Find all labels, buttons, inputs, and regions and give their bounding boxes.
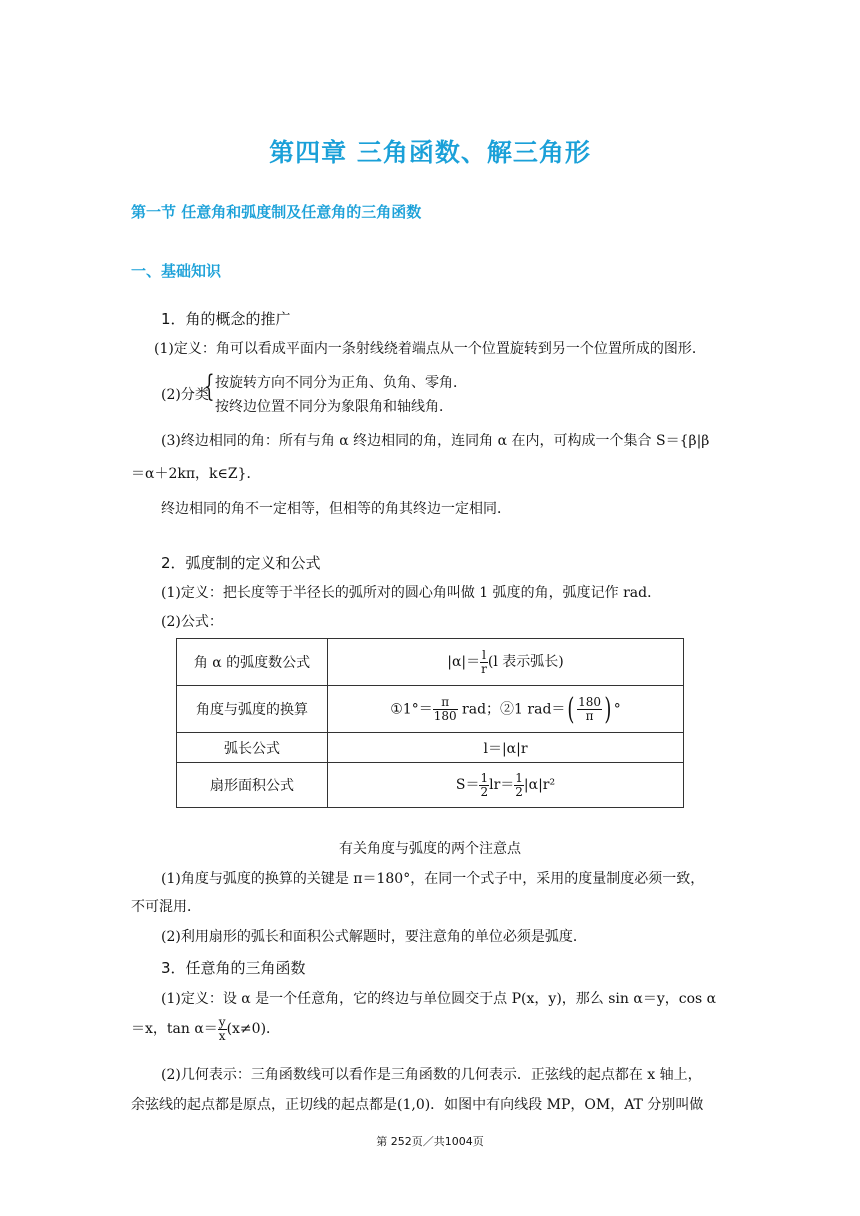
notes-title: 有关角度与弧度的两个注意点 — [339, 841, 521, 857]
brace-symbol: { — [204, 369, 215, 404]
fraction-denominator: π — [585, 708, 594, 723]
classification-label: (2)分类 — [161, 387, 209, 403]
fraction-numerator: l — [482, 647, 486, 662]
table-cell-name: 角 α 的弧度数公式 — [177, 639, 328, 686]
heading-concept-extension: 1．角的概念的推广 — [161, 310, 291, 328]
formula-text: (x≠0)． — [226, 1021, 281, 1038]
classification-by-terminal-side: 按终边位置不同分为象限角和轴线角． — [215, 399, 453, 415]
fraction — [433, 696, 458, 722]
fraction — [479, 772, 489, 798]
formula-text: rad；②1 rad＝ — [457, 701, 566, 717]
chapter-title: 第四章 三角函数、解三角形 — [269, 138, 591, 167]
geometric-representation-line2: 余弦线的起点都是原点，正切线的起点都是(1,0)．如图中有向线段 MP，OM，AT 分别叫做 — [131, 1097, 704, 1113]
formula-text: ° — [613, 701, 621, 717]
fraction — [480, 649, 488, 675]
definition-angle: (1)定义：角可以看成平面内一条射线绕着端点从一个位置旋转到另一个位置所成的图形． — [154, 341, 706, 357]
fraction-denominator: 2 — [480, 784, 489, 799]
trig-definition-line1: (1)定义：设 α 是一个任意角，它的终边与单位圆交于点 P(x，y)，那么 sin α＝y，cos α — [161, 991, 717, 1007]
formula-text: |α|＝ — [447, 654, 481, 670]
formula-text: ＝x，tan α＝ — [131, 1021, 218, 1038]
fraction-denominator: 2 — [515, 784, 523, 799]
radian-definition: (1)定义：把长度等于半径长的弧所对的圆心角叫做 1 弧度的角，弧度记作 rad． — [161, 585, 662, 601]
fraction-numerator: 1 — [515, 770, 523, 785]
table-cell-formula — [328, 733, 684, 763]
note-1-line1: (1)角度与弧度的换算的关键是 π＝180°，在同一个式子中，采用的度量制度必须一致， — [161, 871, 705, 887]
fraction — [577, 696, 602, 722]
fraction-numerator: π — [433, 696, 458, 710]
fraction-denominator: x — [218, 1028, 226, 1043]
formula-text: (l 表示弧长) — [487, 654, 564, 670]
section-title: 第一节 任意角和弧度制及任意角的三角函数 — [131, 203, 422, 221]
fraction — [514, 772, 524, 798]
formula-text: ①1°＝ — [390, 701, 433, 717]
coterminal-note: 终边相同的角不一定相等，但相等的角其终边一定相同． — [161, 501, 511, 517]
note-1-line2: 不可混用． — [131, 899, 201, 915]
fraction-denominator: r — [481, 661, 487, 676]
coterminal-definition-line1: (3)终边相同的角：所有与角 α 终边相同的角，连同角 α 在内，可构成一个集合 S＝{β|β — [161, 433, 710, 449]
heading-radian-measure: 2．弧度制的定义和公式 — [161, 554, 321, 572]
part-title: 一、基础知识 — [131, 262, 222, 280]
table-cell-name: 弧长公式 — [177, 733, 328, 763]
note-2: (2)利用扇形的弧长和面积公式解题时，要注意角的单位必须是弧度． — [161, 929, 587, 945]
fraction-numerator: 180 — [578, 694, 602, 709]
fraction-numerator: 1 — [480, 770, 489, 785]
formula-text: l＝|α|r — [483, 740, 528, 757]
table-row — [177, 686, 684, 733]
table-cell-formula — [328, 639, 684, 686]
table-cell-formula — [328, 686, 684, 733]
right-paren: ) — [604, 691, 612, 727]
table-cell-formula — [328, 763, 684, 808]
fraction — [218, 1016, 227, 1042]
heading-trig-functions: 3．任意角的三角函数 — [161, 959, 306, 977]
trig-definition-line2 — [131, 1016, 280, 1042]
formula-text: lr＝ — [489, 777, 515, 793]
left-paren: ( — [567, 691, 575, 727]
table-cell-name: 角度与弧度的换算 — [177, 686, 328, 733]
geometric-representation-line1: (2)几何表示：三角函数线可以看作是三角函数的几何表示．正弦线的起点都在 x 轴上， — [161, 1067, 702, 1083]
classification-by-rotation: 按旋转方向不同分为正角、负角、零角． — [215, 375, 467, 391]
table-cell-name: 扇形面积公式 — [177, 763, 328, 808]
coterminal-definition-line2: ＝α＋2kπ，k∈Z}． — [131, 466, 261, 482]
page-footer: 第 252页／共1004页 — [376, 1135, 484, 1148]
formula-text: S＝ — [455, 777, 480, 793]
fraction-numerator: y — [218, 1015, 226, 1029]
fraction-denominator: 180 — [433, 708, 457, 723]
table-row — [177, 639, 684, 686]
table-row — [177, 733, 684, 763]
formula-text: |α|r² — [523, 777, 556, 793]
table-row — [177, 763, 684, 808]
formula-label: (2)公式： — [161, 614, 223, 630]
radian-formula-table — [176, 638, 684, 808]
